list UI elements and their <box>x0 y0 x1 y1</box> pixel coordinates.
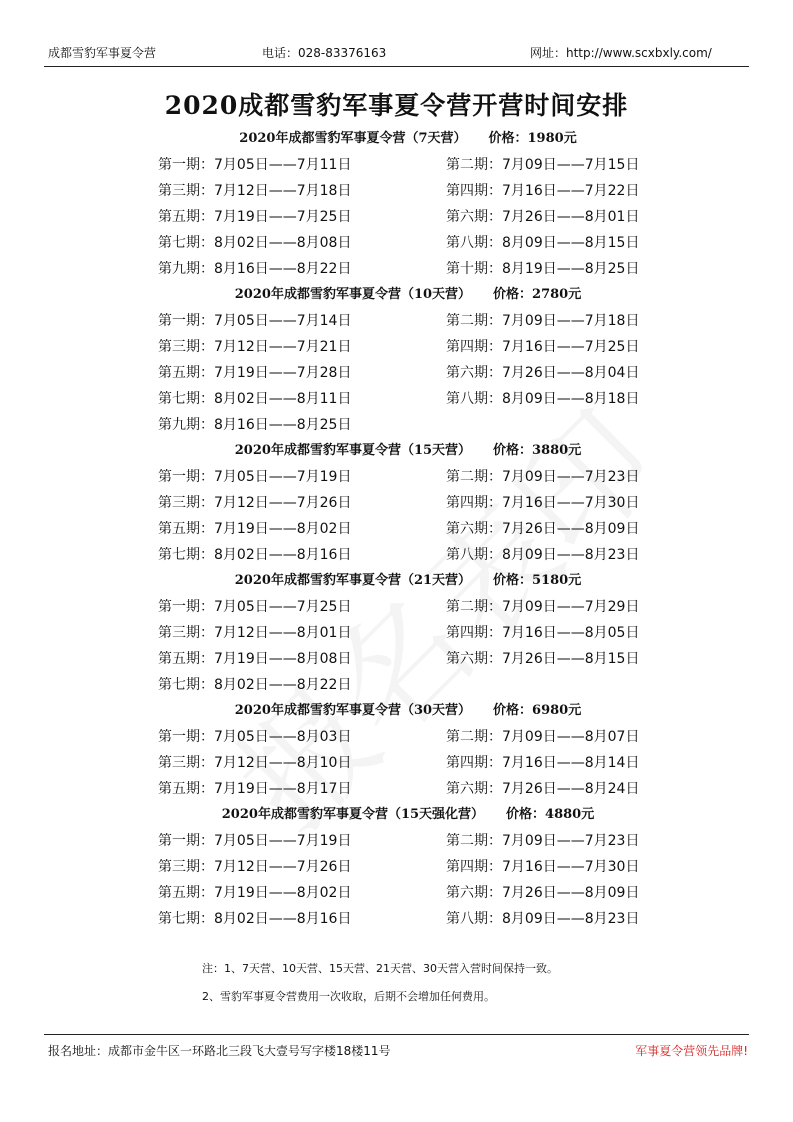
schedule-row <box>158 646 658 672</box>
schedule-row <box>158 204 658 230</box>
schedule-row <box>158 620 658 646</box>
schedule-row <box>158 776 658 802</box>
schedule-row <box>158 464 658 490</box>
session-entry: 第八期：8月09日——8月23日 <box>446 547 640 563</box>
header-website: 网址：http://www.scxbxly.com/ <box>530 46 712 60</box>
session-entry: 第七期：8月02日——8月16日 <box>158 911 352 927</box>
session-entry: 第二期：7月09日——7月15日 <box>446 157 640 173</box>
section-title: 2020年成都雪豹军事夏令营（7天营） <box>239 131 467 146</box>
schedule-row <box>158 724 658 750</box>
section-price: 价格：3880元 <box>493 443 582 458</box>
section-price: 价格：4880元 <box>506 807 595 822</box>
schedule-row <box>158 828 658 854</box>
page-header <box>48 44 748 62</box>
session-entry: 第九期：8月16日——8月25日 <box>158 417 352 433</box>
session-entry: 第二期：7月09日——7月23日 <box>446 469 640 485</box>
session-entry: 第一期：7月05日——7月14日 <box>158 313 352 329</box>
session-entry: 第四期：7月16日——8月14日 <box>446 755 640 771</box>
schedule-row <box>158 750 658 776</box>
schedule-row <box>158 542 658 568</box>
session-entry: 第三期：7月12日——7月26日 <box>158 859 352 875</box>
schedule-row <box>158 334 658 360</box>
section-heading <box>158 438 658 464</box>
session-entry: 第五期：7月19日——8月08日 <box>158 651 352 667</box>
schedule-row <box>158 906 658 932</box>
header-phone: 电话：028-83376163 <box>262 46 387 60</box>
header-org-name: 成都雪豹军事夏令营 <box>48 46 157 60</box>
session-entry: 第三期：7月12日——8月01日 <box>158 625 352 641</box>
note-2: 2、雪豹军事夏令营费用一次收取，后期不会增加任何费用。 <box>202 990 495 1003</box>
section-heading <box>158 698 658 724</box>
session-entry: 第六期：7月26日——8月09日 <box>446 885 640 901</box>
session-entry: 第六期：7月26日——8月15日 <box>446 651 640 667</box>
session-entry: 第八期：8月09日——8月23日 <box>446 911 640 927</box>
schedule-row <box>158 178 658 204</box>
section-price: 价格：2780元 <box>493 287 582 302</box>
schedule-row <box>158 308 658 334</box>
schedule-row <box>158 256 658 282</box>
session-entry: 第一期：7月05日——7月25日 <box>158 599 352 615</box>
session-entry: 第二期：7月09日——7月29日 <box>446 599 640 615</box>
session-entry: 第四期：7月16日——7月30日 <box>446 859 640 875</box>
section-heading <box>158 802 658 828</box>
session-entry: 第五期：7月19日——7月28日 <box>158 365 352 381</box>
section-title: 2020年成都雪豹军事夏令营（15天营） <box>234 443 472 458</box>
session-entry: 第五期：7月19日——8月02日 <box>158 885 352 901</box>
header-divider <box>44 66 749 67</box>
schedule-row <box>158 230 658 256</box>
section-price: 价格：6980元 <box>493 703 582 718</box>
section-title: 2020年成都雪豹军事夏令营（10天营） <box>234 287 472 302</box>
section-price: 价格：1980元 <box>488 131 577 146</box>
schedule-row <box>158 880 658 906</box>
session-entry: 第四期：7月16日——7月30日 <box>446 495 640 511</box>
section-price: 价格：5180元 <box>493 573 582 588</box>
session-entry: 第五期：7月19日——8月02日 <box>158 521 352 537</box>
session-entry: 第二期：7月09日——7月18日 <box>446 313 640 329</box>
section-title: 2020年成都雪豹军事夏令营（15天强化营） <box>221 807 485 822</box>
session-entry: 第三期：7月12日——7月26日 <box>158 495 352 511</box>
schedule-row <box>158 152 658 178</box>
session-entry: 第七期：8月02日——8月08日 <box>158 235 352 251</box>
session-entry: 第八期：8月09日——8月15日 <box>446 235 640 251</box>
session-entry: 第七期：8月02日——8月16日 <box>158 547 352 563</box>
schedule-row <box>158 360 658 386</box>
footer-address: 报名地址：成都市金牛区一环路北三段飞大壹号写字楼18楼11号 <box>48 1044 391 1058</box>
session-entry: 第一期：7月05日——8月03日 <box>158 729 352 745</box>
session-entry: 第六期：7月26日——8月01日 <box>446 209 640 225</box>
session-entry: 第二期：7月09日——8月07日 <box>446 729 640 745</box>
section-heading <box>158 568 658 594</box>
session-entry: 第六期：7月26日——8月09日 <box>446 521 640 537</box>
session-entry: 第七期：8月02日——8月22日 <box>158 677 352 693</box>
schedule-row <box>158 594 658 620</box>
session-entry: 第六期：7月26日——8月04日 <box>446 365 640 381</box>
section-title: 2020年成都雪豹军事夏令营（21天营） <box>234 573 472 588</box>
session-entry: 第五期：7月19日——8月17日 <box>158 781 352 797</box>
session-entry: 第二期：7月09日——7月23日 <box>446 833 640 849</box>
session-entry: 第十期：8月19日——8月25日 <box>446 261 640 277</box>
session-entry: 第一期：7月05日——7月11日 <box>158 157 352 173</box>
session-entry: 第七期：8月02日——8月11日 <box>158 391 352 407</box>
session-entry: 第一期：7月05日——7月19日 <box>158 833 352 849</box>
section-heading <box>158 126 658 152</box>
section-heading <box>158 282 658 308</box>
schedule-row <box>158 412 658 438</box>
session-entry: 第五期：7月19日——7月25日 <box>158 209 352 225</box>
schedule-row <box>158 386 658 412</box>
session-entry: 第四期：7月16日——8月05日 <box>446 625 640 641</box>
session-entry: 第四期：7月16日——7月25日 <box>446 339 640 355</box>
session-entry: 第四期：7月16日——7月22日 <box>446 183 640 199</box>
section-title: 2020年成都雪豹军事夏令营（30天营） <box>234 703 472 718</box>
session-entry: 第三期：7月12日——8月10日 <box>158 755 352 771</box>
footer-divider <box>44 1034 749 1035</box>
session-entry: 第八期：8月09日——8月18日 <box>446 391 640 407</box>
session-entry: 第一期：7月05日——7月19日 <box>158 469 352 485</box>
session-entry: 第三期：7月12日——7月18日 <box>158 183 352 199</box>
schedule-row <box>158 854 658 880</box>
schedule-row <box>158 672 658 698</box>
page-title: 2020成都雪豹军事夏令营开营时间安排 <box>164 91 629 120</box>
session-entry: 第六期：7月26日——8月24日 <box>446 781 640 797</box>
schedule-content <box>158 126 658 932</box>
schedule-row <box>158 490 658 516</box>
schedule-row <box>158 516 658 542</box>
footer-slogan: 军事夏令营领先品牌! <box>635 1044 748 1058</box>
note-1: 注：1、7天营、10天营、15天营、21天营、30天营入营时间保持一致。 <box>202 962 558 975</box>
session-entry: 第九期：8月16日——8月22日 <box>158 261 352 277</box>
notes <box>202 955 558 1011</box>
session-entry: 第三期：7月12日——7月21日 <box>158 339 352 355</box>
